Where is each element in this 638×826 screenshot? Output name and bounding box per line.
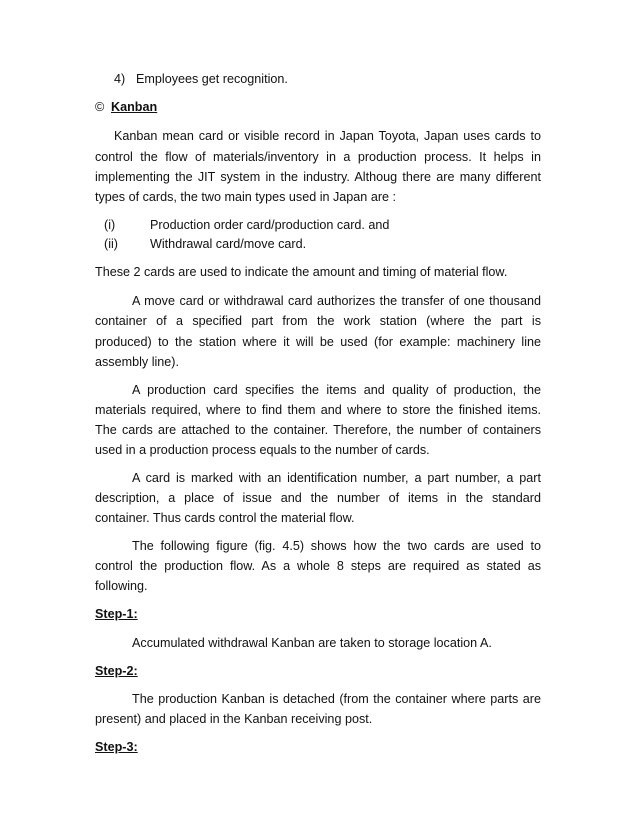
paragraph-line: These 2 cards are used to indicate the amount and timing of material flow.	[95, 265, 508, 279]
roman-list-number: (i)	[104, 218, 116, 232]
copyright-symbol: ©	[95, 100, 105, 114]
paragraph-line: control the flow of materials/inventory in a production process. It helps in	[95, 150, 541, 164]
step-heading: Step-3:	[95, 740, 138, 754]
paragraph-line: container. Thus cards control the material flow.	[95, 511, 355, 525]
paragraph-line: The following figure (fig. 4.5) shows how the two cards are used to	[132, 539, 541, 553]
paragraph-line: container of a specified part from the work station (where the part is	[95, 314, 541, 328]
paragraph-line: used in a production process equals to the number of cards.	[95, 443, 430, 457]
paragraph-line: A card is marked with an identification number, a part number, a part	[132, 471, 541, 485]
paragraph-line: produced) to the station where it will be used (for example: machinery line	[95, 335, 541, 349]
paragraph-line: description, a place of issue and the number of items in the standard	[95, 491, 541, 505]
step-text: Accumulated withdrawal Kanban are taken to storage location A.	[132, 636, 492, 650]
step-text: present) and placed in the Kanban receiving post.	[95, 712, 373, 726]
paragraph-line: The cards are attached to the container. Therefore, the number of containers	[95, 423, 541, 437]
paragraph-line: Kanban mean card or visible record in Japan Toyota, Japan uses cards to	[114, 129, 541, 143]
list-item-number: 4)	[114, 72, 126, 86]
roman-list-text: Withdrawal card/move card.	[150, 237, 307, 251]
paragraph-line: implementing the JIT system in the industry. Althoug there are many different	[95, 170, 541, 184]
roman-list-number: (ii)	[104, 237, 118, 251]
section-heading: Kanban	[111, 100, 158, 114]
paragraph-line: A move card or withdrawal card authorizes the transfer of one thousand	[132, 294, 541, 308]
paragraph-line: materials required, where to find them and where to store the finished items.	[95, 403, 541, 417]
paragraph-line: control the production flow. As a whole 8 steps are required as stated as	[95, 559, 541, 573]
step-heading: Step-1:	[95, 607, 138, 621]
step-heading: Step-2:	[95, 664, 138, 678]
roman-list-text: Production order card/production card. and	[150, 218, 390, 232]
paragraph-line: following.	[95, 579, 148, 593]
paragraph-line: types of cards, the two main types used in Japan are :	[95, 190, 397, 204]
paragraph-line: assembly line).	[95, 355, 179, 369]
step-text: The production Kanban is detached (from the container where parts are	[132, 692, 541, 706]
list-item-text: Employees get recognition.	[136, 72, 288, 86]
paragraph-line: A production card specifies the items and quality of production, the	[132, 383, 541, 397]
